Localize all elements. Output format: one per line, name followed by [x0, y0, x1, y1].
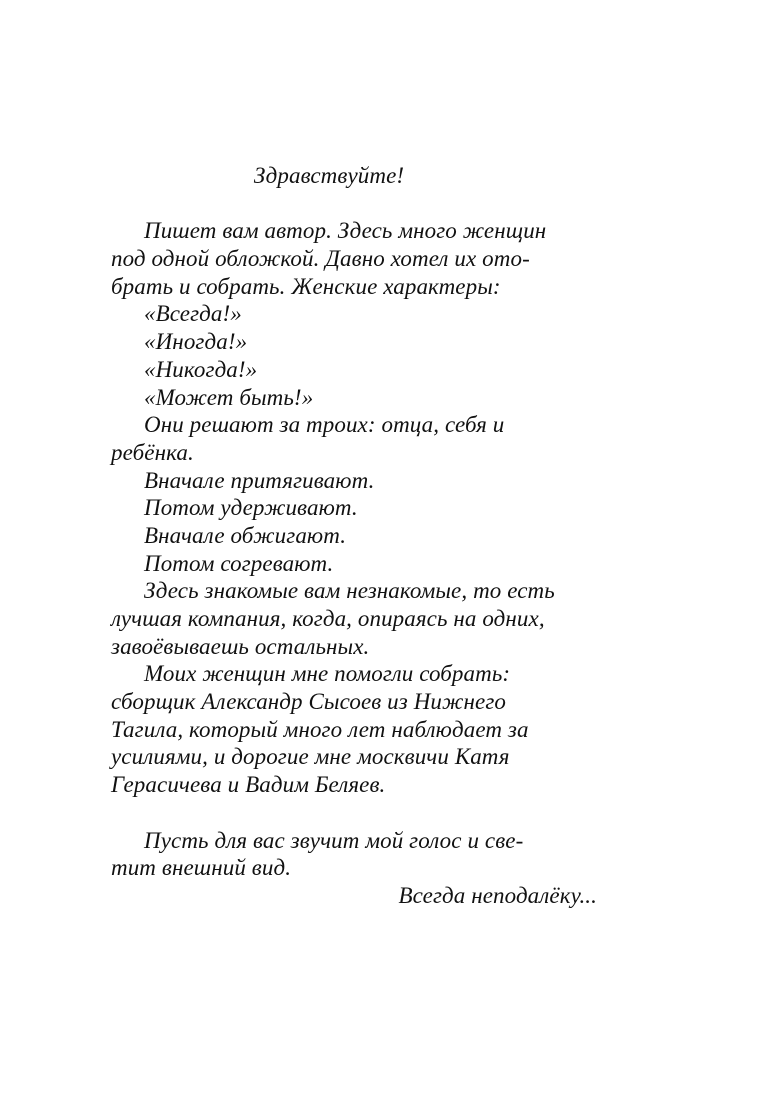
blank-line	[111, 190, 601, 218]
text-line: «Всегда!»	[144, 301, 242, 327]
text-line: «Никогда!»	[144, 356, 258, 382]
text-line: Вначале обжигают.	[144, 522, 347, 548]
text-line: завоёвываешь остальных.	[111, 633, 370, 659]
text-line: тит внешний вид.	[111, 855, 292, 881]
letter-text	[111, 162, 601, 910]
text-line: «Иногда!»	[144, 329, 248, 355]
text-line: Моих женщин мне помогли собрать:	[144, 661, 511, 687]
text-line: Пишет вам автор. Здесь много женщин	[144, 218, 547, 244]
text-line: сборщик Александр Сысоев из Нижнего	[111, 689, 507, 715]
text-line: Пусть для вас звучит мой голос и све-	[144, 827, 524, 853]
text-line: Тагила, который много лет наблюдает за	[111, 716, 529, 742]
text-line: Потом удерживают.	[144, 495, 358, 521]
greeting-heading: Здравствуйте!	[253, 163, 405, 188]
text-line: брать и собрать. Женские характеры:	[111, 273, 501, 299]
signature: Всегда неподалёку...	[398, 882, 597, 908]
blank-line	[111, 799, 601, 827]
text-line: ребёнка.	[111, 439, 194, 465]
text-line: под одной обложкой. Давно хотел их ото-	[111, 246, 530, 272]
text-line: Потом согревают.	[144, 550, 334, 576]
text-line: Вначале притягивают.	[144, 467, 375, 493]
text-line: усилиями, и дорогие мне москвичи Катя	[111, 744, 510, 770]
text-line: лучшая компания, когда, опираясь на одних,	[111, 606, 545, 631]
text-line: «Может быть!»	[144, 384, 314, 410]
text-line: Они решают за троих: отца, себя и	[144, 412, 505, 438]
text-line: Герасичева и Вадим Беляев.	[111, 772, 386, 798]
text-line: Здесь знакомые вам незнакомые, то есть	[144, 578, 555, 604]
